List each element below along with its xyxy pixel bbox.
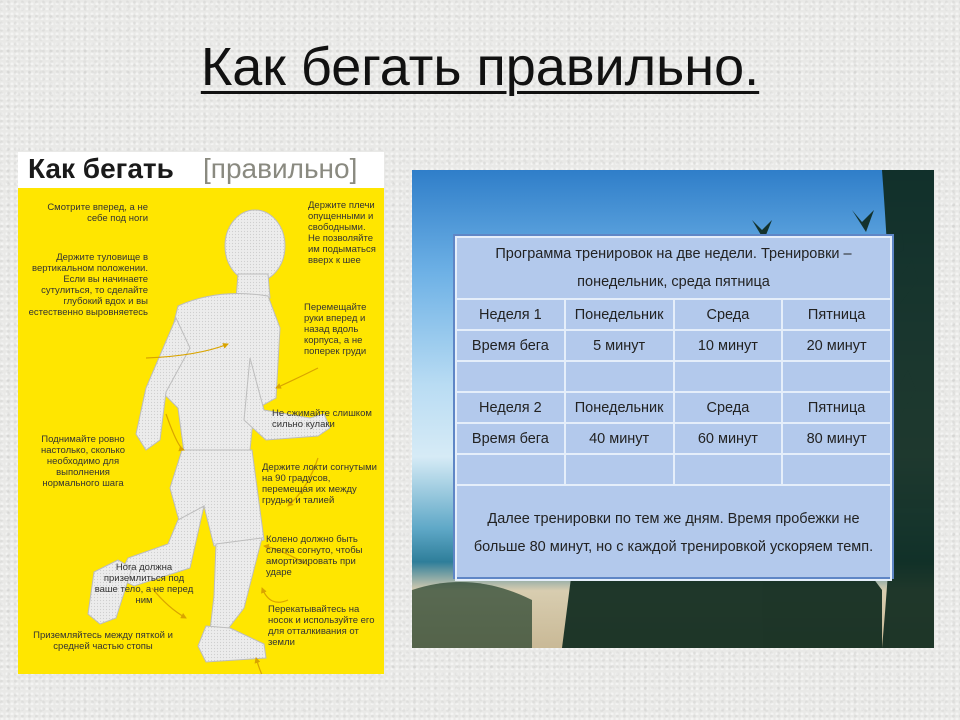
- slide-title: Как бегать правильно.: [200, 37, 760, 97]
- training-schedule-table: [453, 234, 894, 579]
- note-elbows: Держите локти согнутыми на 90 градусов, перемещая их между грудью и талией: [262, 462, 377, 506]
- note-toe-off: Перекатывайтесь на носок и используйте его для отталкивания от земли: [268, 604, 375, 648]
- note-look-ahead: Смотрите вперед, а не себе под ноги: [47, 202, 148, 224]
- week2-data-cell: 60 минут: [674, 423, 783, 454]
- note-posture: Держите туловище в вертикальном положении. Если вы начинаете сутулиться, то сделайте глубокий вдох и вы естественно выровняетесь: [28, 252, 148, 318]
- poster-title: Как бегать: [28, 153, 174, 184]
- week2-data-cell: 80 минут: [782, 423, 891, 454]
- week2-data-cell: 40 минут: [565, 423, 674, 454]
- week2-data-cell: Время бега: [456, 423, 565, 454]
- note-foot-strike: Приземляйтесь между пяткой и средней частью стопы: [33, 630, 173, 652]
- running-poster: [18, 152, 384, 674]
- poster-title-accent: [правильно]: [203, 153, 358, 184]
- week1-data-cell: 10 минут: [674, 330, 783, 361]
- week1-data-cell: Время бега: [456, 330, 565, 361]
- week2-header-cell: Неделя 2: [456, 392, 565, 423]
- note-landing: Нога должна приземлиться под ваше тело, а не перед ним: [94, 562, 194, 606]
- note-shoulders: Держите плечи опущенными и свободными. Не позволяйте им подыматься вверх к шее: [308, 200, 376, 266]
- week1-data-cell: 5 минут: [565, 330, 674, 361]
- note-arms: Перемещайте руки вперед и назад вдоль корпуса, а не поперек груди: [304, 302, 367, 357]
- week2-header-cell: Пятница: [782, 392, 891, 423]
- schedule-title: Программа тренировок на две недели. Тренировки – понедельник, среда пятница: [456, 237, 891, 299]
- week1-header-cell: Неделя 1: [456, 299, 565, 330]
- empty-cell: [565, 361, 674, 392]
- poster-header: [18, 152, 384, 188]
- empty-cell: [456, 361, 565, 392]
- empty-cell: [674, 361, 783, 392]
- week2-header-cell: Понедельник: [565, 392, 674, 423]
- empty-cell: [565, 454, 674, 485]
- empty-cell: [456, 454, 565, 485]
- week1-header-cell: Понедельник: [565, 299, 674, 330]
- empty-cell: [782, 454, 891, 485]
- week1-header-cell: Среда: [674, 299, 783, 330]
- note-step-height: Поднимайте ровно настолько, сколько необходимо для выполнения нормального шага: [40, 434, 126, 489]
- empty-cell: [782, 361, 891, 392]
- note-knee: Колено должно быть слегка согнуто, чтобы амортизировать при ударе: [266, 534, 363, 578]
- schedule-footer: Далее тренировки по тем же дням. Время пробежки не больше 80 минут, но с каждой тренировкой ускоряем темп.: [456, 485, 891, 580]
- empty-cell: [674, 454, 783, 485]
- week1-header-cell: Пятница: [782, 299, 891, 330]
- week1-data-cell: 20 минут: [782, 330, 891, 361]
- week2-header-cell: Среда: [674, 392, 783, 423]
- note-fists: Не сжимайте слишком сильно кулаки: [272, 408, 372, 430]
